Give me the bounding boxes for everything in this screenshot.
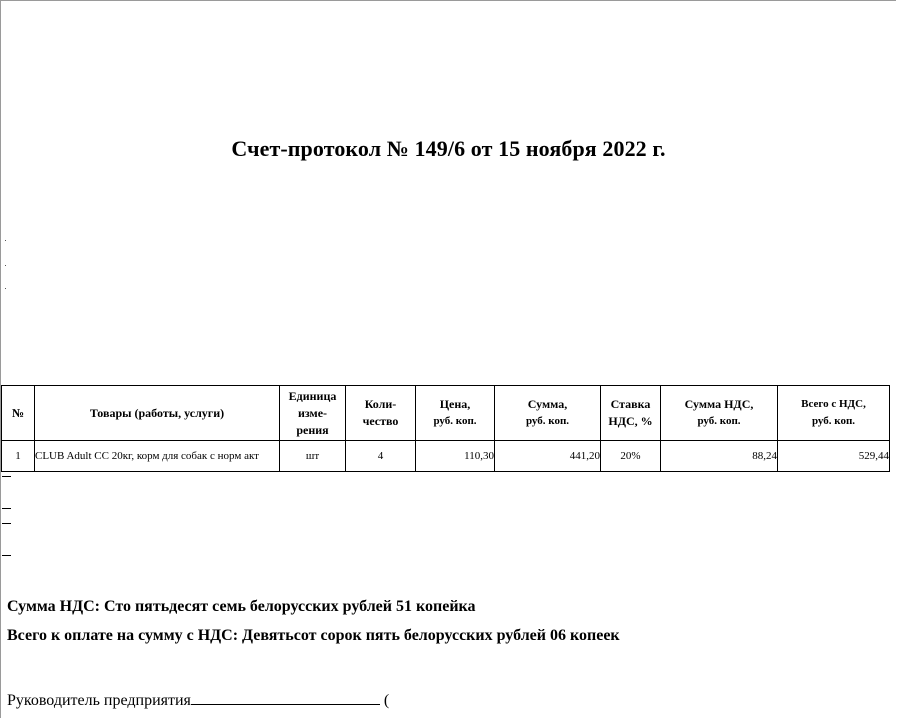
header-vat-sum-line: Сумма НДС, <box>684 397 754 411</box>
header-sum-line: руб. коп. <box>525 415 570 427</box>
total-amount-text: Всего к оплате на сумму с НДС: Девятьсот сорок пять белорусских рублей 06 копеек <box>7 627 620 644</box>
header-total-line: Всего с НДС, <box>801 398 866 410</box>
cell-sum: 441,20 <box>495 441 601 472</box>
cell-no: 1 <box>2 441 35 472</box>
header-price-line: руб. коп. <box>433 415 477 427</box>
header-sum-line: Сумма, <box>527 397 568 411</box>
header-unit-line: изме- <box>297 405 328 420</box>
cell-vat-rate: 20% <box>601 441 661 472</box>
cell-unit: шт <box>280 441 346 472</box>
cell-total: 529,44 <box>778 441 890 472</box>
header-unit-line: Единица <box>288 388 337 403</box>
header-unit <box>280 386 346 441</box>
vat-amount-text: Сумма НДС: Сто пятьдесят семь белорусских рублей 51 копейка <box>7 598 476 615</box>
header-vat-rate-line: НДС, % <box>608 414 653 428</box>
header-no: № <box>2 386 35 441</box>
header-total <box>778 386 890 441</box>
signature-line <box>7 690 389 710</box>
header-sum <box>495 386 601 441</box>
margin-tick <box>2 555 11 556</box>
header-vat-sum <box>661 386 778 441</box>
header-qty-line: Коли- <box>364 397 397 411</box>
table-header-row <box>2 386 890 441</box>
cell-vat-sum: 88,24 <box>661 441 778 472</box>
table-row <box>2 441 890 472</box>
signature-blank <box>191 690 380 705</box>
document-title: Счет-протокол № 149/6 от 15 ноября 2022 г. <box>231 136 666 161</box>
cell-qty: 4 <box>346 441 416 472</box>
cell-goods: CLUB Adult CC 20кг, корм для собак с норм акт <box>35 441 280 472</box>
header-qty-line: чество <box>362 414 399 428</box>
margin-tick <box>2 508 11 509</box>
header-vat-rate-line: Ставка <box>610 397 651 411</box>
signature-label: Руководитель предприятия <box>7 692 191 709</box>
margin-tick <box>2 476 11 477</box>
header-unit-line: рения <box>296 422 329 437</box>
header-price <box>416 386 495 441</box>
margin-dot <box>5 288 6 289</box>
margin-dot <box>5 265 6 266</box>
header-vat-rate <box>601 386 661 441</box>
invoice-table <box>1 385 890 472</box>
header-qty <box>346 386 416 441</box>
signature-paren: ( <box>383 692 390 709</box>
header-price-line: Цена, <box>439 397 471 411</box>
header-total-line: руб. коп. <box>811 415 856 427</box>
header-vat-sum-line: руб. коп. <box>697 415 741 427</box>
cell-price: 110,30 <box>416 441 495 472</box>
margin-tick <box>2 523 11 524</box>
header-goods: Товары (работы, услуги) <box>35 386 280 441</box>
margin-dot <box>5 240 6 241</box>
